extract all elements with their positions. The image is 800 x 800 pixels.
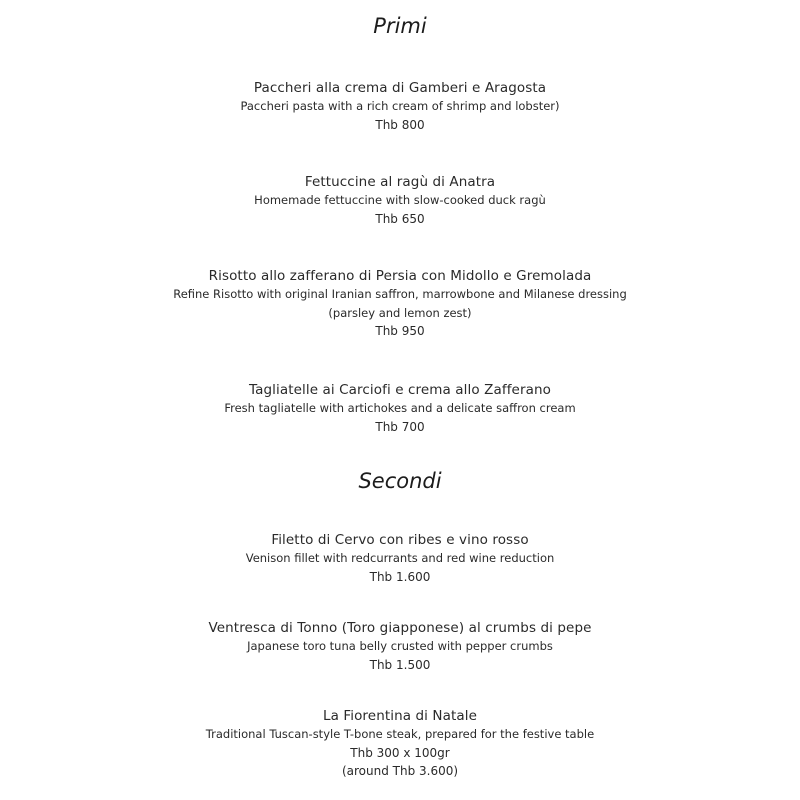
dish-price: Thb 300 x 100gr <box>350 745 450 760</box>
dish-description: Traditional Tuscan-style T-bone steak, prepared for the festive table <box>205 727 595 741</box>
dish-price: Thb 650 <box>375 211 425 226</box>
dish-name: Fettuccine al ragù di Anatra <box>304 174 496 190</box>
dish-paccheri <box>0 79 800 134</box>
dish-fettuccine <box>0 173 800 228</box>
section-title-secondi: Secondi <box>358 469 442 493</box>
dish-description-continued: (parsley and lemon zest) <box>328 305 472 320</box>
dish-price-note: (around Thb 3.600) <box>341 764 459 778</box>
dish-tagliatelle <box>0 381 800 436</box>
dish-description: Venison fillet with redcurrants and red wine reduction <box>245 551 555 565</box>
dish-price: Thb 1.500 <box>369 657 431 672</box>
dish-name: Ventresca di Tonno (Toro giapponese) al crumbs di pepe <box>208 620 592 636</box>
dish-ventresca-tonno <box>0 619 800 674</box>
dish-name: Filetto di Cervo con ribes e vino rosso <box>271 532 529 548</box>
dish-price: Thb 700 <box>375 419 425 434</box>
dish-description: Fresh tagliatelle with artichokes and a delicate saffron cream <box>224 401 576 415</box>
dish-description: Refine Risotto with original Iranian saffron, marrowbone and Milanese dressing <box>173 287 627 301</box>
dish-price: Thb 1.600 <box>369 569 431 584</box>
dish-name: Risotto allo zafferano di Persia con Midollo e Gremolada <box>208 268 592 284</box>
dish-fiorentina <box>0 707 800 781</box>
dish-price: Thb 950 <box>375 324 425 338</box>
dish-filetto-cervo <box>0 531 800 586</box>
dish-description: Japanese toro tuna belly crusted with pepper crumbs <box>247 639 553 653</box>
dish-price: Thb 800 <box>375 117 425 132</box>
dish-name: Paccheri alla crema di Gamberi e Aragosta <box>253 80 547 96</box>
dish-description: Homemade fettuccine with slow-cooked duck ragù <box>254 193 546 207</box>
dish-risotto <box>0 267 800 341</box>
dish-name: La Fiorentina di Natale <box>322 708 478 724</box>
dish-name: Tagliatelle ai Carciofi e crema allo Zafferano <box>248 382 551 398</box>
dish-description: Paccheri pasta with a rich cream of shrimp and lobster) <box>240 99 560 113</box>
section-title-primi: Primi <box>373 14 427 38</box>
